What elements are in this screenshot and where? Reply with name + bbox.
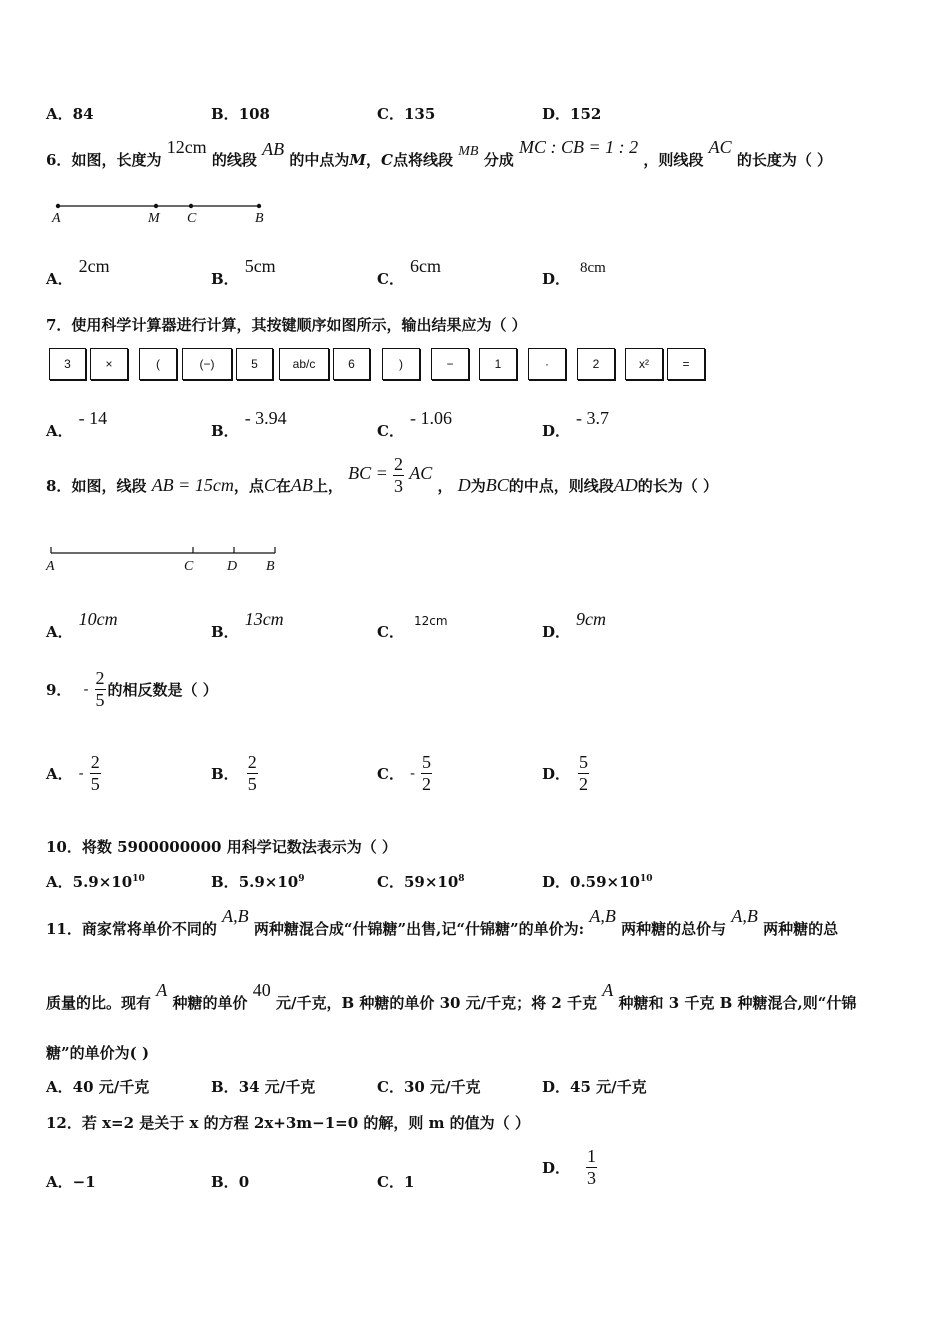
q7-question: 7．使用科学计算器进行计算，其按键顺序如图所示，输出结果应为（ ） <box>46 316 527 334</box>
key-3: 3 <box>49 348 86 380</box>
q5-option-c[interactable]: C．135 <box>377 105 436 123</box>
q11-line-1: 11．商家常将单价不同的 A,B 两种糖混合成“什锦糖”出售,记“什锦糖”的单价为: A,B 两种糖的总价与 A,B 两种糖的总 <box>46 906 839 938</box>
q8-option-b[interactable]: B．13cm <box>211 609 284 641</box>
q8-fraction: $\frac{2}{3}$ <box>394 454 403 496</box>
q6-point-c <box>189 204 193 208</box>
q6-point-a <box>56 204 60 208</box>
q8-question: 8．如图，线段 AB = 15cm，点C在AB上， BC = $\frac{2}{3}$ AC ， D为BC的中点，则线段AD的长为（ ） <box>46 454 719 496</box>
q9-option-b[interactable]: B． $\frac{2}{5}$ <box>211 752 257 794</box>
q5-option-b[interactable]: B．108 <box>211 105 270 123</box>
q7-option-c[interactable]: C．- 1.06 <box>377 408 452 440</box>
q7-option-b[interactable]: B．- 3.94 <box>211 408 287 440</box>
q8-label-a: A <box>46 559 55 574</box>
q11-option-c[interactable]: C．30 元/千克 <box>377 1078 481 1096</box>
q12-option-d[interactable]: D． $\frac{1}{3}$ <box>542 1146 597 1188</box>
q10-option-c[interactable]: C．$59\times 10^8$ <box>377 873 465 891</box>
q8-label-c: C <box>184 559 194 574</box>
q8-option-d[interactable]: D．9cm <box>542 609 607 641</box>
q6-option-c[interactable]: C．6cm <box>377 256 441 288</box>
q11-option-a[interactable]: A．40 元/千克 <box>46 1078 150 1096</box>
key-5: 5 <box>236 348 273 380</box>
q10-option-d[interactable]: D．$0.59\times 10^{10}$ <box>542 873 653 891</box>
q9-fraction: $\frac{2}{5}$ <box>95 668 105 710</box>
key-2: 2 <box>577 348 615 380</box>
q11-line-3: 糖”的单价为( ) <box>46 1044 150 1062</box>
key-1: 1 <box>479 348 517 380</box>
q11-option-d[interactable]: D．45 元/千克 <box>542 1078 647 1096</box>
key-decimal-point: · <box>528 348 566 380</box>
q8-segment-figure <box>46 544 281 564</box>
key-close-paren: ) <box>382 348 420 380</box>
q9-option-c[interactable]: C． - $\frac{5}{2}$ <box>377 752 432 794</box>
key-square: x² <box>625 348 663 380</box>
q7-option-d[interactable]: D．- 3.7 <box>542 408 610 440</box>
q6-question: 6．如图，长度为 12cm 的线段 AB 的中点为M，C点将线段 MB 分成 MC : CB = 1 : 2 ，则线段 AC 的长度为（ ） <box>46 137 833 169</box>
q12-option-a[interactable]: A．−1 <box>46 1173 96 1191</box>
q8-option-c[interactable]: C．12cm <box>377 614 448 641</box>
q10-option-a[interactable]: A．$5.9\times 10^{10}$ <box>46 873 145 891</box>
key-6: 6 <box>333 348 370 380</box>
q7-option-a[interactable]: A．- 14 <box>46 408 108 440</box>
key-multiply: × <box>90 348 128 380</box>
q8-label-d: D <box>227 559 238 574</box>
q6-point-m <box>154 204 158 208</box>
key-equals: = <box>667 348 705 380</box>
q9-option-a[interactable]: A． - $\frac{2}{5}$ <box>46 752 100 794</box>
q6-segment-figure <box>46 196 276 232</box>
key-fraction: ab/c <box>279 348 329 380</box>
key-negative: (−) <box>182 348 232 380</box>
q12-option-c[interactable]: C．1 <box>377 1173 415 1191</box>
q6-label-b: B <box>255 211 264 226</box>
q12-option-b[interactable]: B．0 <box>211 1173 250 1191</box>
q10-question: 10．将数 5900000000 用科学记数法表示为（ ） <box>46 838 397 856</box>
q5-option-d[interactable]: D．152 <box>542 105 602 123</box>
q6-label-m: M <box>148 211 160 226</box>
q6-label-c: C <box>187 211 197 226</box>
q11-line-2: 质量的比。现有 A 种糖的单价 40 元/千克，B 种糖的单价 30 元/千克；将 2 千克 A 种糖和 3 千克 B 种糖混合,则“什锦 <box>46 980 857 1012</box>
q6-label-a: A <box>52 211 61 226</box>
q8-option-a[interactable]: A．10cm <box>46 609 118 641</box>
q10-option-b[interactable]: B．$5.9\times 10^9$ <box>211 873 305 891</box>
q8-label-b: B <box>266 559 275 574</box>
q6-option-a[interactable]: A．2cm <box>46 256 110 288</box>
q6-point-b <box>257 204 261 208</box>
q6-option-b[interactable]: B．5cm <box>211 256 276 288</box>
q9-question: 9． - $\frac{2}{5}$ 的相反数是（ ） <box>46 668 218 710</box>
q6-option-d[interactable]: D．8cm <box>542 260 606 288</box>
q12-question: 12．若 x=2 是关于 x 的方程 2x+3m−1=0 的解，则 m 的值为（ ） <box>46 1114 530 1132</box>
q9-option-d[interactable]: D． $\frac{5}{2}$ <box>542 752 589 794</box>
q11-option-b[interactable]: B．34 元/千克 <box>211 1078 316 1096</box>
key-minus: − <box>431 348 469 380</box>
key-open-paren: ( <box>139 348 177 380</box>
q5-option-a[interactable]: A．84 <box>46 105 94 123</box>
